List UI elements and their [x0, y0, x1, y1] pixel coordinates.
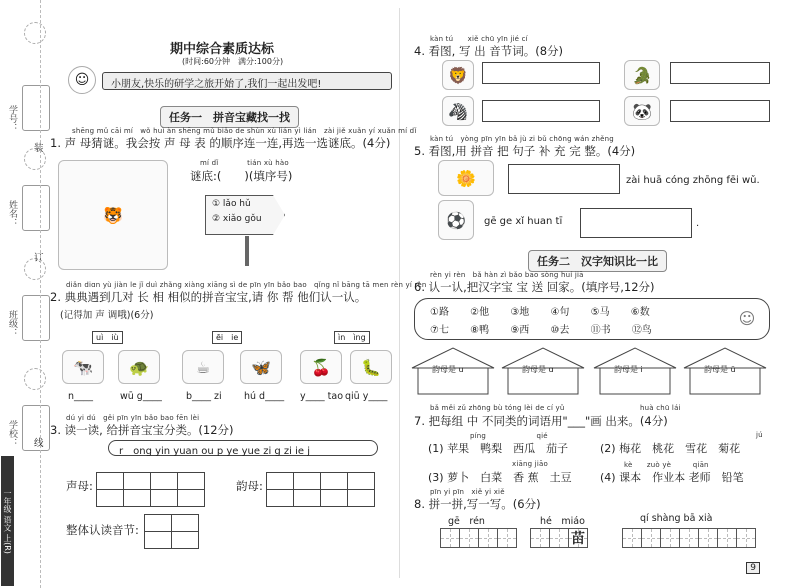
- whole-syllable-boxes-2[interactable]: [144, 531, 198, 549]
- char-item: ⑧鸭: [470, 325, 490, 336]
- turtle-icon: 🐢: [118, 350, 160, 384]
- q7-row4-pinyin: kè zuò yè qiān: [624, 461, 709, 469]
- char-item: ⑪书: [590, 325, 611, 336]
- q6-pinyin: rèn yi rèn bǎ hàn zì bǎo bao sòng huí jiā: [430, 271, 584, 279]
- crocodile-icon: 🐊: [624, 60, 660, 90]
- char-item: ⑥数: [630, 307, 650, 318]
- q2-blank-4[interactable]: hú d____: [244, 391, 285, 402]
- task1-tag: 任务一 拼音宝藏找一找: [160, 106, 299, 128]
- pair-in-ing: ìn ìng: [334, 331, 370, 344]
- q1-option-2[interactable]: ② xiǎo gǒu: [212, 214, 262, 224]
- consonant-boxes-2[interactable]: [96, 489, 204, 507]
- page-title: 期中综合素质达标: [170, 42, 275, 57]
- margin-label-number: 学号：: [7, 105, 17, 132]
- q1-pinyin: shēng mǔ cāi mí wǒ huì àn shēng mǔ biǎo de shùn xù lián yì lián zài jiě xuǎn yí xuǎn mí dǐ: [72, 127, 417, 135]
- q7-row2[interactable]: (2) 梅花 桃花 雪花 菊花: [600, 442, 741, 455]
- writing-cell[interactable]: [622, 528, 642, 548]
- q7-row3[interactable]: (3) 萝卜 白菜 香 蕉 土豆: [428, 471, 572, 484]
- writing-cell[interactable]: [660, 528, 680, 548]
- house-label: 韵母是 ɑ: [522, 365, 554, 374]
- q7-row1-pinyin: píng qié: [470, 432, 548, 440]
- q8-word-3: qí shàng bā xià: [640, 513, 713, 524]
- q1-answer[interactable]: 谜底:( )(填序号): [190, 169, 293, 183]
- flowers-icon: 🌼: [438, 160, 494, 196]
- earthworm-icon: 🐛: [350, 350, 392, 384]
- q4-answer-lion[interactable]: [482, 62, 600, 84]
- q5-answer-2[interactable]: [580, 208, 692, 238]
- q7-pinyin: bǎ měi zǔ zhōng bù tóng lèi de cí yǔ: [430, 404, 565, 412]
- q5-answer-1[interactable]: [508, 164, 620, 194]
- class-box[interactable]: [22, 295, 50, 341]
- q7-row4[interactable]: (4) 课本 作业本 老师 铅笔: [600, 471, 744, 484]
- char-bank-row2: [430, 321, 652, 336]
- seal-circle: [24, 368, 46, 390]
- q3-consonant-label: 声母:: [66, 479, 93, 493]
- house-label: 韵母是 i: [614, 365, 643, 374]
- cut-mark: 线: [34, 438, 44, 449]
- zebra-icon: 🦓: [442, 96, 474, 126]
- q1-answer-pinyin: mí dǐ tián xù hào: [200, 159, 289, 167]
- q2-blank-6[interactable]: qiū y____: [345, 391, 388, 402]
- page-divider: [399, 8, 400, 578]
- page-subtitle: (时间:60分钟 满分:100分): [182, 57, 284, 66]
- q7-pinyin-2: huà chū lái: [640, 404, 681, 412]
- q1-option-1[interactable]: ① lǎo hǔ: [212, 199, 251, 209]
- lion-icon: 🦁: [442, 60, 474, 90]
- grade-tab: 一年级 语文 上(R): [1, 456, 14, 586]
- house-a[interactable]: [500, 346, 586, 396]
- q3-vowel-label: 韵母:: [236, 479, 263, 493]
- q5-pinyin: kàn tú yòng pīn yīn bǎ jù zi bǔ chōng wán zhěng: [430, 135, 614, 143]
- char-item: ②他: [470, 307, 490, 318]
- house-u[interactable]: [410, 346, 496, 396]
- writing-cell[interactable]: [641, 528, 661, 548]
- char-item: ④句: [550, 307, 570, 318]
- sample-char-cell: 苗: [568, 528, 588, 548]
- house-label: 韵母是 u: [432, 365, 464, 374]
- seal-circle: [24, 22, 46, 44]
- q2-blank-1[interactable]: n____: [68, 391, 94, 402]
- writing-cell[interactable]: [530, 528, 550, 548]
- pair-ei-ie: ēi ie: [212, 331, 242, 344]
- cup-icon: ☕: [182, 350, 224, 384]
- pair-ui-iu: uì iù: [92, 331, 123, 344]
- q7-row3-pinyin: xiāng jiāo: [512, 460, 548, 468]
- q2-pinyin: diǎn diɑn yù jiàn le jǐ duì zhǎng xiàng xiāng sì de pīn yīn bǎo bao qǐng nǐ bāng tā men rèn yí rèn: [66, 281, 427, 289]
- boy-soccer-icon: ⚽: [438, 200, 474, 240]
- page-number: 9: [746, 562, 760, 574]
- q8-word-1: gē rén: [448, 516, 485, 527]
- writing-cell[interactable]: [736, 528, 756, 548]
- mascot-icon: ☺: [738, 308, 756, 328]
- char-item: ⑦七: [430, 325, 449, 336]
- panda-icon: 🐼: [624, 96, 660, 126]
- char-item: ⑩去: [550, 325, 570, 336]
- q6-text: 6. 认一认,把汉字宝 宝 送 回家。(填序号,12分): [414, 280, 655, 294]
- margin-label-name: 姓名：: [7, 200, 17, 227]
- q2-blank-2[interactable]: wū g____: [120, 391, 162, 402]
- house-v[interactable]: [682, 346, 768, 396]
- number-box[interactable]: [22, 85, 50, 131]
- vowel-boxes[interactable]: [266, 472, 374, 490]
- q1-text: 1. 声 母猜谜。我会按 声 母 表 的顺序连一连,再选一选谜底。(4分): [50, 136, 391, 150]
- q7-text: 7. 把每组 中 不同类的词语用"___"画 出来。(4分): [414, 414, 668, 428]
- intro-banner: 小朋友,快乐的研学之旅开始了,我们一起出发吧!: [102, 72, 392, 90]
- task2-tag: 任务二 汉字知识比一比: [528, 250, 667, 272]
- char-item: ③地: [510, 307, 530, 318]
- writing-cell[interactable]: [698, 528, 718, 548]
- q3-text: 3. 读一读, 给拼音宝宝分类。(12分): [50, 423, 234, 437]
- q5-line1: zài huā cóng zhōng fēi wǔ.: [626, 175, 760, 186]
- q2-note: (记得加 声 调哦)(6分): [60, 310, 154, 321]
- q8-text: 8. 拼一拼,写一写。(6分): [414, 497, 541, 511]
- whole-syllable-boxes[interactable]: [144, 514, 198, 532]
- char-item: ①路: [430, 307, 449, 318]
- writing-cell[interactable]: [679, 528, 699, 548]
- q4-answer-zebra[interactable]: [482, 100, 600, 122]
- q3-pinyin: dú yi dú gěi pīn yīn bǎo bao fēn lèi: [66, 414, 200, 422]
- char-item: ⑤马: [590, 307, 610, 318]
- q4-pinyin: kàn tú xiě chū yīn jié cí: [430, 35, 528, 43]
- q3-letter-bank: r ong yin yuan ou p ye yue zi g zi ie j: [108, 440, 378, 456]
- writing-cell[interactable]: [459, 528, 479, 548]
- q2-blank-5[interactable]: y____ tao: [300, 391, 344, 402]
- char-bank-row1: [430, 303, 650, 318]
- cherry-icon: 🍒: [300, 350, 342, 384]
- q5-line2: gē ge xǐ huan tī: [484, 216, 563, 227]
- q5-line2-end: .: [696, 218, 700, 229]
- q2-text: 2. 典典遇到几对 长 相 相似的拼音宝宝,请 你 帮 他们认一认。: [50, 290, 367, 304]
- char-item: ⑨西: [510, 325, 530, 336]
- dot-puzzle-image[interactable]: 🐯: [58, 160, 168, 270]
- house-label: 韵母是 ü: [704, 365, 736, 374]
- consonant-boxes[interactable]: [96, 472, 204, 490]
- writing-cell[interactable]: [440, 528, 460, 548]
- cut-mark: 装: [34, 143, 44, 154]
- q8-pinyin: pīn yi pīn xiě yi xiě: [430, 488, 505, 496]
- signpost-pole: [245, 236, 249, 266]
- q4-text: 4. 看图, 写 出 音节词。(8分): [414, 44, 564, 58]
- q3-whole-label: 整体认读音节:: [66, 523, 139, 537]
- margin-label-school: 学校：: [7, 420, 17, 447]
- q7-row2-pinyin: jú: [756, 431, 763, 439]
- q4-answer-panda[interactable]: [670, 100, 770, 122]
- cow-icon: 🐄: [62, 350, 104, 384]
- char-item: ⑫鸟: [631, 325, 652, 336]
- writing-cell[interactable]: [497, 528, 517, 548]
- writing-cell[interactable]: [478, 528, 498, 548]
- vowel-boxes-2[interactable]: [266, 489, 374, 507]
- q7-row1[interactable]: (1) 苹果 鸭梨 西瓜 茄子: [428, 442, 569, 455]
- writing-cell[interactable]: [717, 528, 737, 548]
- kid-icon: ☺: [68, 66, 96, 94]
- fold-line: [40, 0, 41, 588]
- cut-mark: 订: [34, 253, 44, 264]
- margin-label-class: 班级：: [7, 310, 17, 337]
- butterfly-icon: 🦋: [240, 350, 282, 384]
- house-i[interactable]: [592, 346, 678, 396]
- name-box[interactable]: [22, 185, 50, 231]
- q2-blank-3[interactable]: b____ zi: [186, 391, 222, 402]
- q8-word-2: hé miáo: [540, 516, 585, 527]
- q4-answer-crocodile[interactable]: [670, 62, 770, 84]
- writing-cell[interactable]: [549, 528, 569, 548]
- q5-text: 5. 看图,用 拼音 把 句子 补 充 完 整。(4分): [414, 144, 636, 158]
